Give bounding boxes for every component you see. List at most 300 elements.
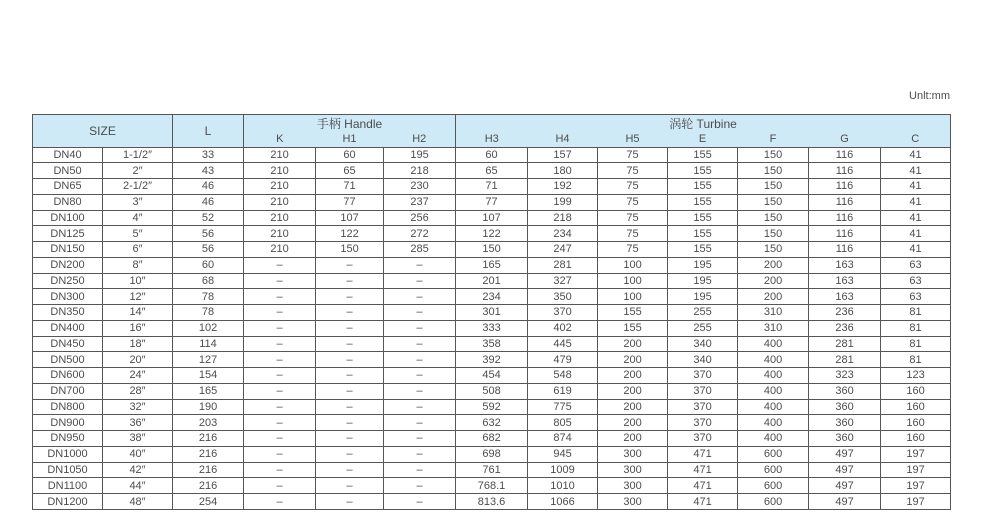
table-cell: 323 [809,368,881,384]
table-cell: 165 [173,383,244,399]
table-cell: 75 [598,147,668,163]
table-cell: – [384,415,456,431]
table-cell: 237 [384,194,456,210]
table-cell: DN100 [33,210,103,226]
table-cell: 200 [598,431,668,447]
table-cell: 81 [881,305,951,321]
table-row [33,194,951,210]
table-row [33,446,951,462]
table-cell: 1-1/2″ [103,147,173,163]
table-cell: 619 [528,383,598,399]
table-cell: 370 [668,415,738,431]
table-cell: 44″ [103,478,173,494]
table-cell: DN50 [33,163,103,179]
table-cell: 32″ [103,399,173,415]
table-cell: 10″ [103,273,173,289]
table-cell: 471 [668,462,738,478]
table-cell: 81 [881,336,951,352]
table-cell: 33 [173,147,244,163]
table-cell: – [244,494,316,510]
table-cell: 192 [528,179,598,195]
table-cell: 370 [668,399,738,415]
table-cell: DN200 [33,257,103,273]
table-row [33,368,951,384]
handle-group-header: 手柄 Handle [244,115,456,133]
table-cell: 41 [881,226,951,242]
table-row [33,210,951,226]
table-cell: – [316,446,384,462]
column-header-h5: H5 [598,132,668,147]
table-cell: – [316,336,384,352]
table-row [33,494,951,510]
table-cell: 272 [384,226,456,242]
table-cell: 160 [881,415,951,431]
table-cell: 216 [173,478,244,494]
table-row [33,242,951,258]
table-cell: 155 [668,226,738,242]
table-cell: – [316,305,384,321]
table-cell: 301 [456,305,528,321]
table-cell: 150 [738,242,809,258]
table-cell: 157 [528,147,598,163]
table-cell: 333 [456,320,528,336]
turbine-group-header: 涡轮 Turbine [456,115,951,133]
table-row [33,352,951,368]
table-cell: 60 [456,147,528,163]
table-cell: DN80 [33,194,103,210]
table-cell: 234 [456,289,528,305]
table-cell: 155 [598,320,668,336]
table-cell: 218 [384,163,456,179]
table-cell: 75 [598,194,668,210]
table-cell: 471 [668,478,738,494]
table-cell: – [244,446,316,462]
table-cell: 77 [456,194,528,210]
table-cell: 75 [598,210,668,226]
table-cell: 41 [881,163,951,179]
table-cell: 201 [456,273,528,289]
table-cell: DN125 [33,226,103,242]
table-cell: 68 [173,273,244,289]
column-header-g: G [809,132,881,147]
table-cell: DN1050 [33,462,103,478]
table-cell: DN600 [33,368,103,384]
table-cell: 218 [528,210,598,226]
table-cell: 155 [668,179,738,195]
table-cell: DN300 [33,289,103,305]
table-cell: 768.1 [456,478,528,494]
table-cell: 116 [809,242,881,258]
table-cell: DN400 [33,320,103,336]
table-cell: 698 [456,446,528,462]
table-cell: 350 [528,289,598,305]
table-row [33,383,951,399]
table-cell: 195 [668,273,738,289]
table-cell: – [244,257,316,273]
table-cell: – [244,368,316,384]
table-cell: 600 [738,478,809,494]
table-cell: DN40 [33,147,103,163]
table-cell: – [316,462,384,478]
column-header-h2: H2 [384,132,456,147]
table-cell: 116 [809,179,881,195]
table-cell: 592 [456,399,528,415]
table-cell: 360 [809,431,881,447]
table-cell: 38″ [103,431,173,447]
table-cell: 195 [384,147,456,163]
table-cell: 400 [738,336,809,352]
table-cell: – [384,289,456,305]
table-cell: 254 [173,494,244,510]
table-cell: – [384,352,456,368]
table-cell: 761 [456,462,528,478]
table-cell: – [244,320,316,336]
table-cell: – [384,478,456,494]
table-cell: 41 [881,147,951,163]
table-cell: 65 [316,163,384,179]
table-cell: 48″ [103,494,173,510]
table-cell: – [384,462,456,478]
table-cell: 199 [528,194,598,210]
table-cell: – [384,383,456,399]
table-cell: 63 [881,257,951,273]
table-cell: 14″ [103,305,173,321]
table-cell: – [244,289,316,305]
table-row [33,462,951,478]
table-row [33,257,951,273]
table-cell: 945 [528,446,598,462]
table-cell: 479 [528,352,598,368]
table-cell: 600 [738,462,809,478]
table-cell: 1009 [528,462,598,478]
table-cell: DN800 [33,399,103,415]
table-cell: 116 [809,194,881,210]
table-cell: 163 [809,257,881,273]
table-cell: – [316,383,384,399]
table-header [33,115,951,148]
table-cell: 3″ [103,194,173,210]
table-cell: 150 [738,163,809,179]
table-cell: 236 [809,305,881,321]
table-cell: – [316,257,384,273]
table-cell: DN350 [33,305,103,321]
table-cell: 150 [738,194,809,210]
size-column-header: SIZE [33,115,173,148]
table-cell: 12″ [103,289,173,305]
table-cell: 247 [528,242,598,258]
table-cell: 256 [384,210,456,226]
table-cell: 116 [809,163,881,179]
table-cell: – [244,352,316,368]
table-cell: – [244,478,316,494]
table-cell: 150 [738,179,809,195]
table-cell: – [316,289,384,305]
table-cell: 163 [809,273,881,289]
table-cell: DN900 [33,415,103,431]
table-cell: 497 [809,478,881,494]
column-header-h1: H1 [316,132,384,147]
unit-label: Unlt:mm [909,90,950,102]
table-cell: 155 [668,242,738,258]
table-row [33,289,951,305]
table-cell: 75 [598,179,668,195]
table-cell: 210 [244,179,316,195]
table-row [33,163,951,179]
table-cell: 632 [456,415,528,431]
table-cell: DN1100 [33,478,103,494]
table-cell: 52 [173,210,244,226]
table-cell: 454 [456,368,528,384]
table-cell: 150 [316,242,384,258]
table-cell: 163 [809,289,881,305]
table-cell: 210 [244,242,316,258]
table-cell: DN1200 [33,494,103,510]
table-cell: – [244,399,316,415]
table-cell: 78 [173,305,244,321]
table-cell: – [316,494,384,510]
table-cell: DN450 [33,336,103,352]
table-cell: – [244,273,316,289]
table-cell: 281 [528,257,598,273]
table-cell: 200 [598,415,668,431]
table-cell: 46 [173,179,244,195]
table-cell: 107 [456,210,528,226]
table-cell: 24″ [103,368,173,384]
table-cell: 75 [598,242,668,258]
table-cell: 20″ [103,352,173,368]
table-cell: 310 [738,305,809,321]
table-cell: – [316,399,384,415]
table-cell: – [384,368,456,384]
table-cell: 114 [173,336,244,352]
table-cell: 65 [456,163,528,179]
table-row [33,336,951,352]
table-cell: 100 [598,257,668,273]
table-cell: 210 [244,147,316,163]
column-header-c: C [881,132,951,147]
table-row [33,226,951,242]
table-cell: 400 [738,352,809,368]
table-cell: 100 [598,289,668,305]
table-cell: 400 [738,399,809,415]
table-cell: 180 [528,163,598,179]
column-header-e: E [668,132,738,147]
table-cell: 327 [528,273,598,289]
table-cell: 46 [173,194,244,210]
table-cell: – [316,368,384,384]
column-header-h4: H4 [528,132,598,147]
table-cell: 281 [809,352,881,368]
table-cell: 203 [173,415,244,431]
table-cell: 370 [668,431,738,447]
table-cell: 8″ [103,257,173,273]
table-cell: 400 [738,431,809,447]
table-cell: 255 [668,320,738,336]
table-cell: 548 [528,368,598,384]
table-cell: 75 [598,226,668,242]
table-cell: 122 [456,226,528,242]
table-cell: 116 [809,210,881,226]
table-cell: 60 [316,147,384,163]
table-cell: DN65 [33,179,103,195]
table-cell: 63 [881,273,951,289]
table-cell: 234 [528,226,598,242]
table-cell: 155 [598,305,668,321]
table-cell: 281 [809,336,881,352]
table-cell: – [244,415,316,431]
table-cell: 165 [456,257,528,273]
table-cell: 200 [598,352,668,368]
table-cell: 60 [173,257,244,273]
table-cell: 190 [173,399,244,415]
table-cell: 41 [881,210,951,226]
table-cell: DN1000 [33,446,103,462]
table-cell: 160 [881,399,951,415]
table-cell: 300 [598,494,668,510]
table-cell: 155 [668,163,738,179]
table-cell: DN950 [33,431,103,447]
table-cell: 4″ [103,210,173,226]
table-cell: 71 [456,179,528,195]
table-cell: 116 [809,147,881,163]
table-cell: – [384,305,456,321]
table-cell: 28″ [103,383,173,399]
table-cell: – [316,431,384,447]
table-cell: – [384,494,456,510]
table-cell: 508 [456,383,528,399]
table-cell: 195 [668,289,738,305]
table-cell: – [316,415,384,431]
table-cell: DN250 [33,273,103,289]
column-header-k: K [244,132,316,147]
table-cell: – [384,431,456,447]
table-cell: 155 [668,194,738,210]
table-cell: 123 [881,368,951,384]
table-cell: 195 [668,257,738,273]
table-cell: 56 [173,226,244,242]
table-cell: 402 [528,320,598,336]
table-cell: 216 [173,462,244,478]
table-cell: 197 [881,462,951,478]
table-cell: – [384,257,456,273]
table-cell: 2-1/2″ [103,179,173,195]
table-cell: 392 [456,352,528,368]
table-cell: 600 [738,446,809,462]
table-cell: 116 [809,226,881,242]
table-cell: 200 [598,383,668,399]
table-cell: 16″ [103,320,173,336]
table-row [33,478,951,494]
table-cell: 43 [173,163,244,179]
table-row [33,320,951,336]
column-header-h3: H3 [456,132,528,147]
table-row [33,415,951,431]
table-cell: – [316,478,384,494]
table-cell: 310 [738,320,809,336]
table-cell: 400 [738,415,809,431]
table-cell: 210 [244,210,316,226]
table-cell: 160 [881,431,951,447]
table-cell: 102 [173,320,244,336]
table-body [33,147,951,510]
table-cell: 445 [528,336,598,352]
table-cell: 78 [173,289,244,305]
table-cell: 75 [598,163,668,179]
table-row [33,273,951,289]
table-cell: 360 [809,399,881,415]
table-cell: 6″ [103,242,173,258]
table-cell: DN150 [33,242,103,258]
table-cell: 340 [668,336,738,352]
table-row [33,305,951,321]
table-cell: – [244,305,316,321]
table-cell: 81 [881,352,951,368]
table-cell: – [316,320,384,336]
table-cell: – [244,462,316,478]
table-row [33,147,951,163]
table-cell: – [384,399,456,415]
table-cell: 236 [809,320,881,336]
table-cell: 155 [668,210,738,226]
table-cell: 285 [384,242,456,258]
column-header-f: F [738,132,809,147]
table-cell: – [244,383,316,399]
table-cell: 41 [881,179,951,195]
table-cell: 150 [738,210,809,226]
table-cell: 300 [598,478,668,494]
table-cell: 100 [598,273,668,289]
table-cell: 56 [173,242,244,258]
table-cell: 775 [528,399,598,415]
table-cell: 805 [528,415,598,431]
table-cell: 107 [316,210,384,226]
table-cell: 160 [881,383,951,399]
table-cell: – [384,273,456,289]
table-cell: 255 [668,305,738,321]
table-cell: 370 [668,383,738,399]
table-cell: 200 [738,289,809,305]
table-cell: – [244,336,316,352]
table-cell: 77 [316,194,384,210]
table-cell: 150 [738,147,809,163]
table-cell: 300 [598,462,668,478]
table-cell: 41 [881,194,951,210]
table-cell: 150 [456,242,528,258]
table-cell: 360 [809,383,881,399]
table-cell: 400 [738,383,809,399]
table-row [33,399,951,415]
header-row-groups [33,115,951,133]
table-cell: DN500 [33,352,103,368]
table-cell: 1066 [528,494,598,510]
table-cell: 497 [809,462,881,478]
table-cell: 42″ [103,462,173,478]
table-cell: – [316,273,384,289]
table-cell: 370 [668,368,738,384]
table-cell: 210 [244,163,316,179]
table-cell: – [384,320,456,336]
table-cell: 216 [173,446,244,462]
table-cell: 150 [738,226,809,242]
table-cell: 200 [738,273,809,289]
table-cell: 200 [598,368,668,384]
table-cell: 81 [881,320,951,336]
table-cell: 370 [528,305,598,321]
table-cell: 197 [881,446,951,462]
table-cell: 471 [668,494,738,510]
table-cell: – [244,431,316,447]
table-cell: 600 [738,494,809,510]
